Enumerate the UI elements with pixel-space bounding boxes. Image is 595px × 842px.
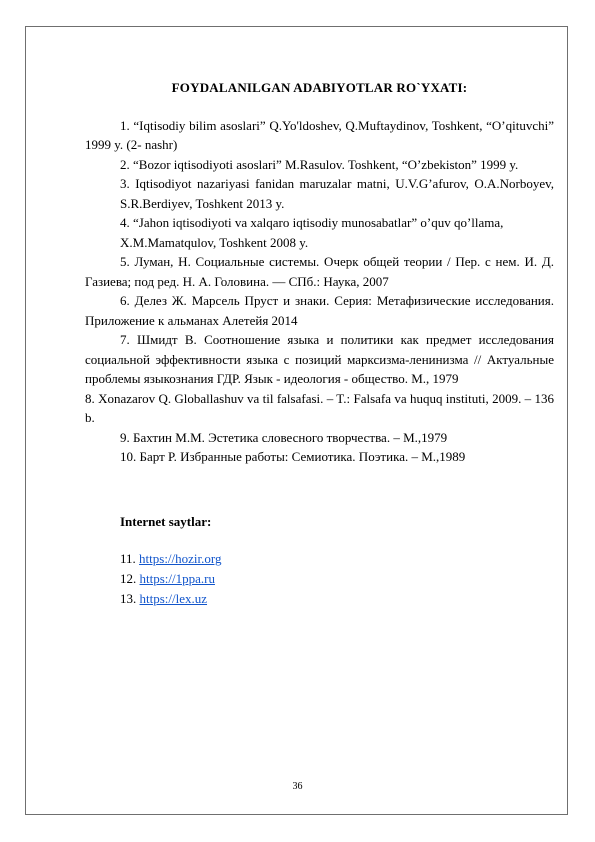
link-number: 12. xyxy=(120,571,137,586)
link-number: 13. xyxy=(120,591,137,606)
reference-item: 2. “Bozor iqtisodiyoti asoslari” M.Rasulov. Toshkent, “O’zbekiston” 1999 y. xyxy=(120,156,519,172)
reference-item: 7. Шмидт В. Соотношение языка и политики как предмет исследования социальной эффективности языка с позиций марксизма-ленинизма // Актуальные проблемы языкознания ГДР. Язык - идеология - общество. М., 1979 xyxy=(85,332,554,386)
page-number: 36 xyxy=(292,781,303,792)
internet-links-list xyxy=(120,549,554,609)
reference-item: 3. Iqtisodiyot nazariyasi fanidan maruzalar matni, U.V.G’afurov, O.A.Norboyev, xyxy=(120,176,554,191)
reference-item: 8. Xonazarov Q. Globallashuv va til falsafasi. – T.: Falsafa va huquq instituti, 2009. – 136 b. xyxy=(85,390,554,425)
reference-item: 9. Бахтин М.М. Эстетика словесного творчества. – М.,1979 xyxy=(120,429,448,445)
reference-item: 6. Делез Ж. Марсель Пруст и знаки. Серия: Метафизические исследования. Приложение к альманах Алетейя 2014 xyxy=(85,293,554,328)
reference-item: S.R.Berdiyev, Toshkent 2013 y. xyxy=(120,195,285,211)
internet-sites-heading: Internet saytlar: xyxy=(120,513,212,529)
reference-item: 10. Барт Р. Избранные работы: Семиотика. Поэтика. – М.,1989 xyxy=(120,449,466,464)
link-hozir[interactable]: https://hozir.org xyxy=(139,551,222,566)
reference-item: 4. “Jahon iqtisodiyoti va xalqaro iqtisodiy munosabatlar” o’quv qo’llama, xyxy=(120,215,504,230)
reference-item: 1. “Iqtisodiy bilim asoslari” Q.Yo'ldoshev, Q.Muftaydinov, Toshkent, “O’qituvchi” 1999 y. (2- nashr) xyxy=(85,117,554,152)
link-number: 11. xyxy=(120,551,136,566)
reference-item: X.M.Mamatqulov, Toshkent 2008 y. xyxy=(120,234,309,250)
page-title: FOYDALANILGAN ADABIYOTLAR RO`YXATI: xyxy=(171,80,468,95)
document-body xyxy=(85,78,554,609)
link-item xyxy=(120,549,554,569)
link-item xyxy=(120,589,554,609)
link-1ppa[interactable]: https://1ppa.ru xyxy=(139,571,215,586)
link-lex[interactable]: https://lex.uz xyxy=(139,591,208,606)
reference-item: 5. Луман, Н. Социальные системы. Очерк общей теории / Пер. с нем. И. Д. Газиева; под ред. Н. А. Головина. — СПб.: Наука, 2007 xyxy=(85,254,554,289)
link-item xyxy=(120,569,554,589)
